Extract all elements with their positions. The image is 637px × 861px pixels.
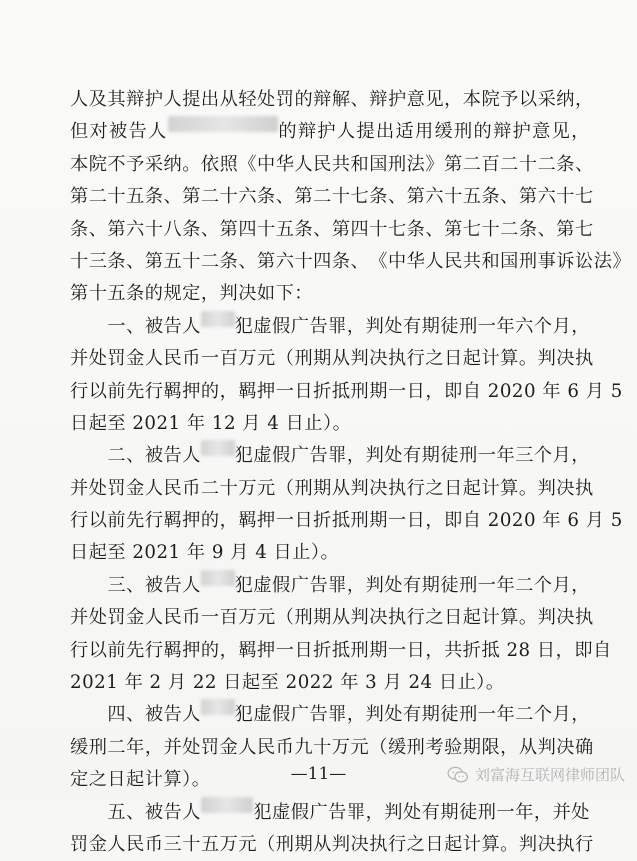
text-line — [70, 408, 590, 440]
redacted-name — [201, 797, 253, 813]
watermark-label: 刘富海互联网律师团队 — [474, 766, 625, 784]
text-line: 但 对 被 告 人 的 辩 护 人 提 出 适 用 缓 刑 的 辩 护 意 见 ， — [70, 116, 590, 148]
text-line — [70, 537, 590, 569]
text-line: 五 、 被 告 人 犯 虚 假 广 告 罪 ， 判 处 有 期 徒 刑 一 年 ， 并 处 — [70, 797, 590, 829]
text-line: 行 以 前 先 行 羁 押 的 ， 羁 押 一 日 折 抵 刑 期 一 日 ， 即 自 2 0 2 0 年 6 月 5 — [70, 510, 623, 532]
text-line: 缓 刑 二 年 ， 并 处 罚 金 人 民 币 九 十 万 元 （ 缓 刑 考 验 期 限 ， 从 判 决 确 — [70, 736, 594, 758]
redacted-name — [201, 311, 235, 327]
text-line: 本 院 不 予 采 纳 。 依 照 《 中 华 人 民 共 和 国 刑 法 》 第 二 百 二 十 二 条 、 — [70, 153, 594, 175]
text-segment: 第十五条的规定，判决如下： — [70, 283, 313, 305]
watermark — [447, 764, 625, 785]
text-line: 一 、 被 告 人 犯 虚 假 广 告 罪 ， 判 处 有 期 徒 刑 一 年 六 个 月 ， — [70, 311, 590, 343]
redacted-name — [168, 116, 278, 132]
text-line: 条 、 第 六 十 八 条 、 第 四 十 五 条 、 第 四 十 七 条 、 第 七 十 二 条 、 第 七 — [70, 218, 594, 240]
text-segment: 2021 年 2 月 22 日起至 2022 年 3 月 24 日止）。 — [70, 672, 505, 694]
text-line: 十 三 条 、 第 五 十 二 条 、 第 六 十 四 条 、 《 中 华 人 民 共 和 国 刑 事 诉 讼 法 》 — [70, 250, 632, 272]
text-line — [70, 278, 590, 310]
wechat-icon — [447, 766, 469, 784]
text-line: 行 以 前 先 行 羁 押 的 ， 羁 押 一 日 折 抵 刑 期 一 日 ， 共 折 抵 2 8 日 ， 即 自 — [70, 639, 612, 661]
text-segment: 日起至 2021 年 12 月 4 日止）。 — [70, 412, 352, 434]
text-line: 四 、 被 告 人 犯 虚 假 广 告 罪 ， 判 处 有 期 徒 刑 一 年 二 个 月 ， — [70, 699, 590, 731]
text-line: 第 二 十 五 条 、 第 二 十 六 条 、 第 二 十 七 条 、 第 六 十 五 条 、 第 六 十 七 — [70, 186, 594, 208]
text-line: 并 处 罚 金 人 民 币 一 百 万 元 （ 刑 期 从 判 决 执 行 之 日 起 计 算 。 判 决 执 — [70, 607, 594, 629]
text-line: 二 、 被 告 人 犯 虚 假 广 告 罪 ， 判 处 有 期 徒 刑 一 年 三 个 月 ， — [70, 440, 590, 472]
redacted-name — [201, 570, 235, 586]
text-line: 人 及 其 辩 护 人 提 出 从 轻 处 罚 的 辩 解 、 辩 护 意 见 ， 本 院 予 以 采 纳 ， — [70, 89, 594, 110]
text-line: 并 处 罚 金 人 民 币 一 百 万 元 （ 刑 期 从 判 决 执 行 之 日 起 计 算 。 判 决 执 — [70, 348, 594, 370]
text-line — [70, 667, 590, 699]
text-line: 罚 金 人 民 币 三 十 五 万 元 （ 刑 期 从 判 决 执 行 之 日 起 计 算 。 判 决 执 行 — [70, 833, 594, 855]
text-segment: 日起至 2021 年 9 月 4 日止）。 — [70, 542, 340, 564]
redacted-name — [201, 440, 235, 456]
text-line: 三 、 被 告 人 犯 虚 假 广 告 罪 ， 判 处 有 期 徒 刑 一 年 二 个 月 ， — [70, 570, 590, 602]
text-segment: 定之日起计算）。 — [70, 769, 211, 791]
judgment-text — [70, 84, 632, 861]
redacted-name — [201, 699, 235, 715]
page-number: —11— — [290, 764, 347, 784]
text-line: 行 以 前 先 行 羁 押 的 ， 羁 押 一 日 折 抵 刑 期 一 日 ， 即 自 2 0 2 0 年 6 月 5 — [70, 380, 623, 402]
text-line: 并 处 罚 金 人 民 币 二 十 万 元 （ 刑 期 从 判 决 执 行 之 日 起 计 算 。 判 决 执 — [70, 477, 594, 499]
